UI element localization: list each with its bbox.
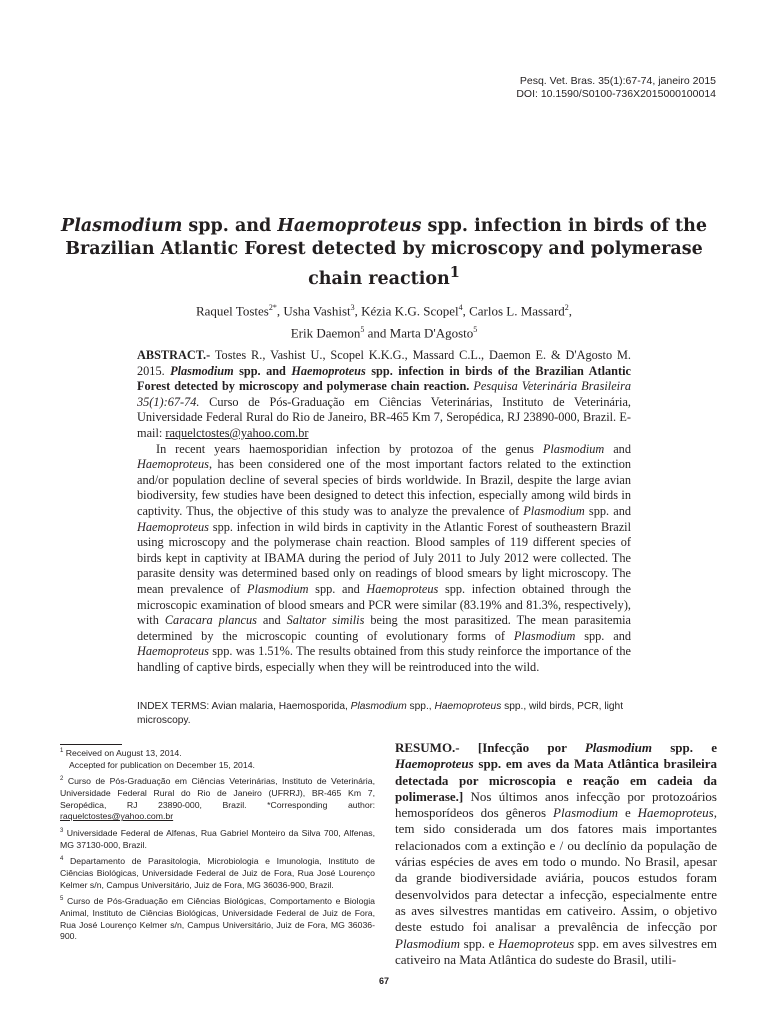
footnote-3	[60, 826, 375, 851]
author-1-affil: 2*	[268, 303, 277, 312]
author-5: Erik Daemon	[290, 325, 361, 341]
running-header	[516, 75, 716, 101]
abstract-body-10: Plasmodium	[247, 581, 309, 596]
author-2: , Usha Vashist	[276, 303, 351, 319]
abstract-body-11: spp. and	[308, 581, 367, 596]
footnote-3-mark: 3	[60, 828, 64, 834]
abstract-body-9: spp. infection in wild birds in captivity in the Atlantic Forest of southeastern Brazil using microscopy and the polymerase chain reaction. Blood samples of 119 different species of birds kept in captivity at IBAMA during the period of July 2011 to July 2012 were collected. The parasite density was determined based only on readings of blood smears by light microscopy. The mean prevalence of	[137, 519, 631, 596]
abstract-body-1: In recent years haemosporidian infection by protozoa of the genus	[156, 441, 543, 456]
abstract-body-3: and	[604, 441, 631, 456]
abstract-authors: Tostes R., Vashist U., Scopel K.K.G., Massard C.L., Daemon E. & D'Agosto M. 2015.	[137, 348, 631, 378]
author-5-affil: 5	[360, 325, 365, 335]
abstract-citation	[137, 348, 631, 442]
abstract-body-16: Saltator similis	[286, 613, 365, 628]
abstract-body-17: being the most parasitized. The mean parasitemia determined by the microscopic counting of evolutionary forms of	[137, 613, 632, 643]
author-6-affil: 5	[473, 325, 478, 335]
footnote-2-text: Curso de Pós-Graduação em Ciências Veterinárias, Instituto de Veterinária, Universidade Federal Rural do Rio de Janeiro (UFRRJ), BR-465 Km 7, Seropédica, RJ 23890-000, Brazil. *Corresponding author:	[60, 776, 375, 810]
index-terms-4: Haemoproteus	[434, 701, 502, 712]
title-genus-2: Haemoproteus	[277, 216, 422, 236]
resumo-label: RESUMO.-	[395, 740, 460, 755]
author-4-affil: 2	[564, 303, 569, 312]
resumo-body-7: spp. e	[460, 935, 499, 951]
title-text-1: spp. and	[182, 216, 278, 236]
author-6: and Marta D'Agosto	[364, 325, 474, 341]
footnote-1-text: Received on August 13, 2014.	[63, 747, 182, 758]
footnote-3-text: Universidade Federal de Alfenas, Rua Gabriel Monteiro da Silva 700, Alfenas, MG 37130-000, Brazil.	[60, 827, 375, 850]
resumo-body-3: e	[618, 805, 638, 821]
title-text-2: spp. infection in birds of the Brazilian Atlantic Forest detected by microscopy and polymerase chain reaction	[65, 216, 707, 289]
footnote-5	[60, 894, 375, 943]
abstract-body-15: and	[256, 613, 287, 628]
resumo-body-9: spp. em aves silvestres em cativeiro na Mata Atlântica do sudeste do Brasil, utili-	[395, 935, 717, 967]
article-title	[60, 215, 708, 291]
abstract-body-7: spp. and	[584, 503, 631, 518]
footnote-1-mark: 1	[60, 748, 64, 754]
author-3: , Kézia K.G. Scopel	[354, 303, 459, 319]
abstract-body-4: Haemoproteus	[137, 457, 209, 472]
footnote-5-text: Curso de Pós-Graduação em Ciências Biológicas, Comportamento e Biologia Animal, Instituto de Ciências Biológicas, Universidade Federal de Juiz de Fora, Rua José Lourenço Kelmer s/n, Campus Universitário, Juiz de Fora, MG 36036-900.	[60, 896, 375, 942]
abstract-body-19: spp. and	[575, 628, 631, 643]
resumo-title-4: Haemoproteus	[395, 756, 474, 772]
abstract-affiliation: Curso de Pós-Graduação em Ciências Veterinárias, Instituto de Veterinária, Universidade Federal Rural do Rio de Janeiro, BR-465 Km 7, Seropédica, RJ 23890-000, Brazil. E-mail:	[137, 394, 631, 440]
footnote-4-text: Departamento de Parasitologia, Microbiologia e Imunologia, Instituto de Ciências Biológicas, Universidade Federal de Juiz de Fora, Rua José Lourenço Kelmer s/n, Campus Universitário, Juiz de Fora, MG 36036-900, Brazil.	[60, 856, 375, 890]
footnote-2-mark: 2	[60, 776, 64, 783]
footnote-1	[60, 746, 375, 760]
abstract-body-5: , has been considered one of the most important factors related to the extinction and/or population decline of several species of birds worldwide. In Brazil, despite the large avian biodiversity, few studies have been designed to detect this infection, especially among wild birds in captivity. Thus, the objective of this study was to analyze the prevalence of	[137, 457, 631, 518]
page-number: 67	[378, 976, 389, 986]
abstract-body-2: Plasmodium	[542, 441, 605, 456]
journal-citation: Pesq. Vet. Bras. 35(1):67-74, janeiro 2015	[519, 75, 716, 87]
resumo-body-6: Plasmodium	[395, 935, 460, 951]
author-list	[60, 298, 708, 343]
footnote-2	[60, 774, 375, 823]
footnote-4-mark: 4	[60, 856, 64, 863]
abstract-email-link[interactable]: raquelctostes@yahoo.com.br	[165, 425, 309, 440]
abstract-title-text-1: spp. and	[233, 363, 292, 378]
abstract-journal: Pesquisa Veterinária Brasileira 35(1):67-74.	[137, 379, 632, 409]
resumo-body-1: Nos últimos anos infecção por protozoários hemosporídeos dos gêneros	[395, 788, 717, 821]
resumo-body-5: , tem sido considerada um dos fatores mais importantes relacionados com a extinção e / ou declínio da população de várias espécies de aves em todo o mundo. No Brasil, apesar da grande biodiversidade aviária, poucos estudos foram desenvolvidos para detectar a infecção, especialmente entre as aves silvestres mantidas em cativeiro. Assim, o objetivo deste estudo foi analisar a prevalência de infecção por	[395, 805, 717, 935]
abstract-body-12: Haemoproteus	[366, 581, 439, 596]
abstract-body	[137, 442, 631, 676]
footnote-2-email-link[interactable]: raquelctostes@yahoo.com.br	[60, 811, 174, 822]
author-2-affil: 3	[350, 303, 355, 312]
footnote-5-mark: 5	[60, 896, 64, 903]
resumo-body-2: Plasmodium	[553, 805, 619, 821]
resumo-title-3: spp. e	[652, 740, 717, 755]
resumo-title-2: Plasmodium	[584, 740, 653, 755]
resumo-title-1: [Infecção por	[459, 740, 585, 755]
author-1: Raquel Tostes	[195, 303, 269, 319]
title-footnote-mark: 1	[449, 264, 460, 281]
title-genus-1: Plasmodium	[61, 216, 183, 236]
index-terms-5: spp., wild birds, PCR, light microscopy.	[137, 701, 624, 726]
doi: DOI: 10.1590/S0100-736X2015000100014	[516, 88, 716, 100]
index-terms	[137, 700, 631, 727]
footnotes	[60, 746, 375, 946]
abstract-body-6: Plasmodium	[523, 503, 585, 518]
abstract-label: ABSTRACT.-	[137, 348, 211, 362]
resumo-body-4: Haemoproteus	[637, 805, 714, 821]
resumo-text	[395, 740, 717, 968]
resumo-body-8: Haemoproteus	[498, 935, 575, 951]
index-terms-3: spp.,	[406, 701, 435, 712]
author-3-affil: 4	[458, 303, 463, 312]
index-terms-2: Plasmodium	[350, 701, 407, 712]
author-separator: ,	[568, 303, 573, 319]
footnote-rule	[60, 744, 122, 745]
author-4: , Carlos L. Massard	[462, 303, 565, 319]
footnote-4	[60, 854, 375, 891]
resumo-title-5: spp. em aves da Mata Atlântica brasileira detectada por microscopia e reação em cadeia da polimerase.]	[395, 756, 717, 804]
footnote-1-accepted: Accepted for publication on December 15, 2014.	[69, 759, 255, 770]
resumo	[395, 740, 717, 968]
abstract-title-text-2: spp. infection in birds of the Brazilian Atlantic Forest detected by microscopy and polymerase chain reaction.	[137, 363, 631, 394]
abstract-title-genus-2: Haemoproteus	[291, 363, 366, 378]
abstract-body-20: Haemoproteus	[137, 644, 209, 659]
abstract-body-8: Haemoproteus	[137, 519, 209, 534]
abstract-body-21: spp. was 1.51%. The results obtained from this study reinforce the importance of the handling of captive birds, especially when they will be reintroduced into the wild.	[137, 644, 631, 674]
index-terms-1: INDEX TERMS: Avian malaria, Haemosporida,	[137, 701, 351, 712]
abstract	[137, 348, 631, 675]
abstract-body-18: Plasmodium	[513, 628, 576, 643]
abstract-title-genus-1: Plasmodium	[170, 363, 234, 378]
abstract-body-13: spp. infection obtained through the microscopic examination of blood smears and PCR were similar (83.19% and 81.3%, respectively), with	[137, 581, 632, 628]
abstract-body-14: Caracara plancus	[164, 613, 257, 628]
